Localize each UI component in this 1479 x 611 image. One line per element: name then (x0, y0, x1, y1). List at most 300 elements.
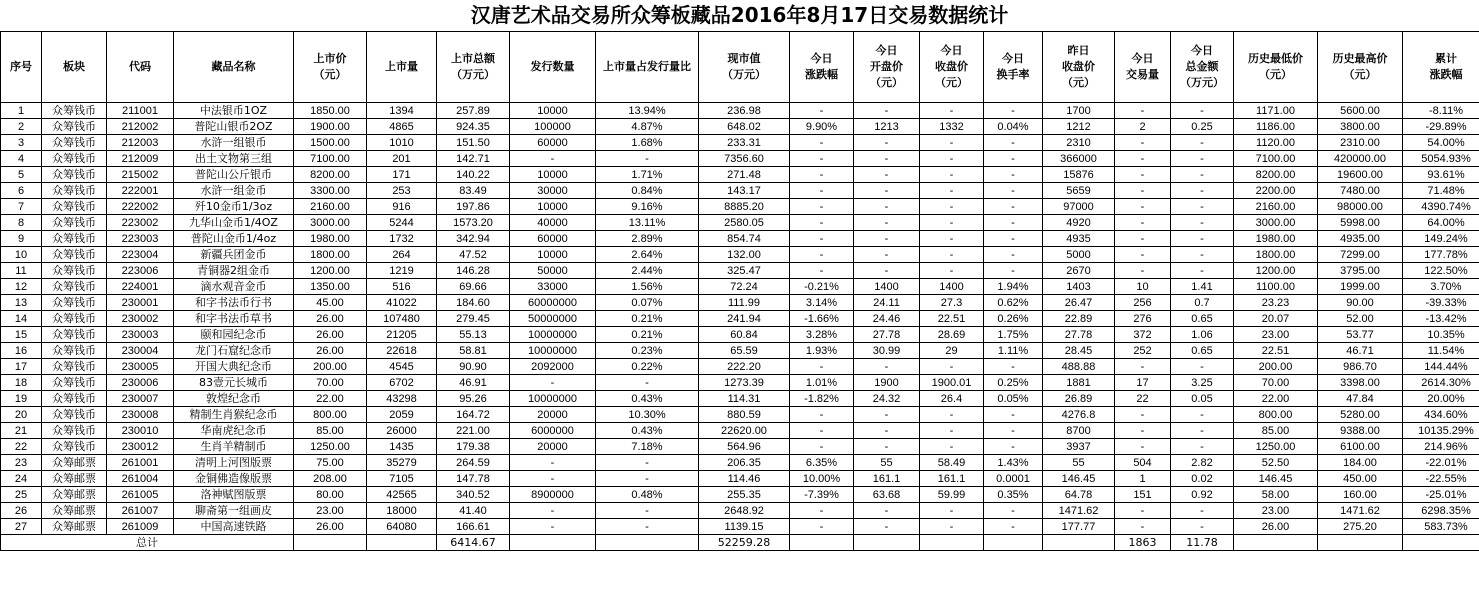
table-cell: 众筹钱币 (42, 295, 107, 311)
table-cell: 179.38 (437, 439, 510, 455)
table-cell: 50000 (510, 263, 596, 279)
table-cell: 140.22 (437, 167, 510, 183)
table-cell: 19 (1, 391, 42, 407)
table-cell: 27.78 (1043, 327, 1115, 343)
table-cell: - (984, 167, 1043, 183)
table-cell: 26 (1, 503, 42, 519)
table-cell: 4.87% (596, 119, 699, 135)
table-cell: - (1115, 423, 1171, 439)
table-cell: 众筹钱币 (42, 119, 107, 135)
table-cell: 1800.00 (1234, 247, 1318, 263)
table-cell: 5600.00 (1318, 103, 1403, 119)
table-cell: 147.78 (437, 471, 510, 487)
table-cell: 0.48% (596, 487, 699, 503)
table-cell: 28.69 (920, 327, 984, 343)
table-cell: 69.66 (437, 279, 510, 295)
table-cell: 60.84 (699, 327, 790, 343)
table-cell: 清明上河图版票 (174, 455, 294, 471)
table-cell: 177.77 (1043, 519, 1115, 535)
table-cell: 中法银币1OZ (174, 103, 294, 119)
table-cell: 1213 (854, 119, 920, 135)
table-cell: 261009 (107, 519, 174, 535)
table-cell: 1212 (1043, 119, 1115, 135)
table-cell: 24 (1, 471, 42, 487)
table-cell: 9 (1, 231, 42, 247)
table-cell: 20 (1, 407, 42, 423)
table-cell: 开国大典纪念币 (174, 359, 294, 375)
table-cell: 26000 (367, 423, 437, 439)
table-cell: 55 (854, 455, 920, 471)
table-cell: 2160.00 (1234, 199, 1318, 215)
table-cell: 众筹钱币 (42, 343, 107, 359)
table-cell: 12 (1, 279, 42, 295)
table-cell: 10.30% (596, 407, 699, 423)
table-cell: - (920, 439, 984, 455)
table-cell: 27.78 (854, 327, 920, 343)
table-cell: 184.00 (1318, 455, 1403, 471)
table-cell: - (790, 359, 854, 375)
table-cell: 9.16% (596, 199, 699, 215)
table-cell: 17 (1115, 375, 1171, 391)
column-header: 板块 (42, 32, 107, 103)
table-cell: - (854, 407, 920, 423)
table-cell: 58.49 (920, 455, 984, 471)
table-cell: 22618 (367, 343, 437, 359)
table-cell: 1.56% (596, 279, 699, 295)
table-cell: 九华山金币1/4OZ (174, 215, 294, 231)
table-cell: 233.31 (699, 135, 790, 151)
table-cell: - (920, 519, 984, 535)
table-cell: - (510, 503, 596, 519)
table-cell: 222002 (107, 199, 174, 215)
table-cell: 7.18% (596, 439, 699, 455)
table-cell: 水浒一组银币 (174, 135, 294, 151)
table-cell: 新疆兵团金币 (174, 247, 294, 263)
table-cell: - (1171, 439, 1234, 455)
table-cell: - (920, 183, 984, 199)
table-cell: 众筹钱币 (42, 135, 107, 151)
table-cell: - (984, 439, 1043, 455)
table-cell: 261005 (107, 487, 174, 503)
table-cell: 1010 (367, 135, 437, 151)
table-cell: - (920, 359, 984, 375)
trading-data-table (0, 31, 1479, 551)
table-cell: 0.25 (1171, 119, 1234, 135)
table-cell: 488.88 (1043, 359, 1115, 375)
table-row (1, 423, 1479, 439)
table-cell: 41022 (367, 295, 437, 311)
table-cell: 华南虎纪念币 (174, 423, 294, 439)
table-cell: 10000 (510, 199, 596, 215)
table-cell: 648.02 (699, 119, 790, 135)
table-cell: - (1115, 135, 1171, 151)
table-cell: 986.70 (1318, 359, 1403, 375)
table-cell: - (1115, 199, 1171, 215)
column-header: 今日 涨跌幅 (790, 32, 854, 103)
table-cell: 1.71% (596, 167, 699, 183)
table-cell: 60000 (510, 135, 596, 151)
table-cell: 青铜器2组金币 (174, 263, 294, 279)
table-cell: 26.89 (1043, 391, 1115, 407)
table-cell: 0.7 (1171, 295, 1234, 311)
table-cell: 0.43% (596, 391, 699, 407)
table-cell: 22.00 (1234, 391, 1318, 407)
table-cell: - (854, 151, 920, 167)
table-cell: 1120.00 (1234, 135, 1318, 151)
table-cell: 65.59 (699, 343, 790, 359)
table-cell: 100000 (510, 119, 596, 135)
table-cell: 7 (1, 199, 42, 215)
table-cell: 众筹钱币 (42, 151, 107, 167)
table-cell: 1900.00 (294, 119, 367, 135)
table-cell: 1435 (367, 439, 437, 455)
table-cell: 45.00 (294, 295, 367, 311)
table-cell: 85.00 (294, 423, 367, 439)
table-cell: -1.82% (790, 391, 854, 407)
table-cell: - (984, 519, 1043, 535)
table-row (1, 359, 1479, 375)
table-cell: 114.46 (699, 471, 790, 487)
table-cell: 54.00% (1403, 135, 1479, 151)
table-cell: 144.44% (1403, 359, 1479, 375)
table-cell: 13.11% (596, 215, 699, 231)
table-cell: 众筹钱币 (42, 391, 107, 407)
table-cell: 212003 (107, 135, 174, 151)
column-header: 发行数量 (510, 32, 596, 103)
table-cell: 80.00 (294, 487, 367, 503)
table-cell: 0.04% (984, 119, 1043, 135)
table-cell: 90.90 (437, 359, 510, 375)
table-cell: 230010 (107, 423, 174, 439)
table-cell: 0.23% (596, 343, 699, 359)
table-cell: 1700 (1043, 103, 1115, 119)
table-cell: - (1115, 439, 1171, 455)
table-cell: 0.65 (1171, 343, 1234, 359)
table-row (1, 487, 1479, 503)
table-cell: - (854, 439, 920, 455)
table-cell: 1332 (920, 119, 984, 135)
table-cell: 1171.00 (1234, 103, 1318, 119)
table-cell: 880.59 (699, 407, 790, 423)
table-cell: - (510, 455, 596, 471)
table-cell: 1273.39 (699, 375, 790, 391)
column-header: 昨日 收盘价 （元） (1043, 32, 1115, 103)
table-cell: 1 (1115, 471, 1171, 487)
table-cell: 11 (1, 263, 42, 279)
table-cell: -7.39% (790, 487, 854, 503)
total-row (1, 535, 1479, 551)
total-label: 总计 (1, 535, 294, 551)
table-cell: - (790, 151, 854, 167)
table-cell: 20.07 (1234, 311, 1318, 327)
table-cell: 111.99 (699, 295, 790, 311)
table-cell: 46.71 (1318, 343, 1403, 359)
table-cell: - (984, 503, 1043, 519)
table-cell: 201 (367, 151, 437, 167)
table-cell: 1.41 (1171, 279, 1234, 295)
table-cell: - (1171, 263, 1234, 279)
table-cell: 107480 (367, 311, 437, 327)
table-cell: 1.06 (1171, 327, 1234, 343)
table-cell: 47.84 (1318, 391, 1403, 407)
table-cell: - (596, 503, 699, 519)
table-cell: 70.00 (294, 375, 367, 391)
table-cell: - (984, 135, 1043, 151)
table-cell: -22.55% (1403, 471, 1479, 487)
table-cell: 264.59 (437, 455, 510, 471)
table-cell: 33000 (510, 279, 596, 295)
table-cell: 230006 (107, 375, 174, 391)
table-cell: 2670 (1043, 263, 1115, 279)
table-cell: 142.71 (437, 151, 510, 167)
table-cell: 60000 (510, 231, 596, 247)
table-cell: 0.25% (984, 375, 1043, 391)
table-cell: - (790, 519, 854, 535)
table-cell: 253 (367, 183, 437, 199)
table-cell: 47.52 (437, 247, 510, 263)
table-cell: 众筹钱币 (42, 183, 107, 199)
table-cell: 1403 (1043, 279, 1115, 295)
table-cell: - (1115, 103, 1171, 119)
table-cell: 0.21% (596, 311, 699, 327)
table-cell: 6000000 (510, 423, 596, 439)
table-cell: 434.60% (1403, 407, 1479, 423)
table-cell: 2200.00 (1234, 183, 1318, 199)
table-cell: 24.46 (854, 311, 920, 327)
table-row (1, 151, 1479, 167)
table-cell: 64.78 (1043, 487, 1115, 503)
table-cell: 众筹钱币 (42, 359, 107, 375)
table-cell: - (1115, 151, 1171, 167)
table-cell: 4920 (1043, 215, 1115, 231)
table-cell: - (984, 359, 1043, 375)
table-cell: 1200.00 (1234, 263, 1318, 279)
table-cell: 222.20 (699, 359, 790, 375)
table-cell: 46.91 (437, 375, 510, 391)
table-cell: 230005 (107, 359, 174, 375)
table-cell: 85.00 (1234, 423, 1318, 439)
table-cell: 9.90% (790, 119, 854, 135)
column-header: 今日 交易量 (1115, 32, 1171, 103)
table-cell: 230003 (107, 327, 174, 343)
table-cell: 1900.01 (920, 375, 984, 391)
table-cell: 800.00 (294, 407, 367, 423)
table-cell: 普陀山公斤银币 (174, 167, 294, 183)
table-cell: 0.0001 (984, 471, 1043, 487)
table-body (1, 103, 1479, 535)
table-cell: 3937 (1043, 439, 1115, 455)
table-row (1, 407, 1479, 423)
table-cell: 6298.35% (1403, 503, 1479, 519)
table-cell: 和字书法币行书 (174, 295, 294, 311)
table-cell: 4390.74% (1403, 199, 1479, 215)
table-cell: 10000 (510, 247, 596, 263)
table-cell: 26.00 (1234, 519, 1318, 535)
table-cell: 53.77 (1318, 327, 1403, 343)
table-cell: 水浒一组金币 (174, 183, 294, 199)
table-cell: -29.89% (1403, 119, 1479, 135)
table-cell: 10000 (510, 167, 596, 183)
table-cell: 70.00 (1234, 375, 1318, 391)
table-cell: 261004 (107, 471, 174, 487)
table-cell: - (854, 231, 920, 247)
table-cell: -22.01% (1403, 455, 1479, 471)
table-cell: 264 (367, 247, 437, 263)
table-cell: 2614.30% (1403, 375, 1479, 391)
table-cell: - (790, 439, 854, 455)
table-cell: 43298 (367, 391, 437, 407)
table-cell: 340.52 (437, 487, 510, 503)
table-cell: 19600.00 (1318, 167, 1403, 183)
table-cell: 50000000 (510, 311, 596, 327)
table-cell: 22.00 (294, 391, 367, 407)
table-cell: 1900 (854, 375, 920, 391)
table-cell: - (1171, 359, 1234, 375)
table-cell: - (854, 135, 920, 151)
column-header: 上市量占发行量比 (596, 32, 699, 103)
table-cell: - (984, 407, 1043, 423)
table-cell: - (920, 215, 984, 231)
table-cell: 1.94% (984, 279, 1043, 295)
table-cell: 221.00 (437, 423, 510, 439)
table-cell: 2.82 (1171, 455, 1234, 471)
table-row (1, 279, 1479, 295)
table-row (1, 135, 1479, 151)
table-cell: 64.00% (1403, 215, 1479, 231)
table-cell: 200.00 (1234, 359, 1318, 375)
table-cell: - (984, 263, 1043, 279)
table-cell: - (1115, 407, 1171, 423)
table-cell: - (984, 199, 1043, 215)
table-cell: 146.28 (437, 263, 510, 279)
table-cell: 64080 (367, 519, 437, 535)
table-cell: 5280.00 (1318, 407, 1403, 423)
table-cell: 1800.00 (294, 247, 367, 263)
table-cell: -0.21% (790, 279, 854, 295)
table-cell: 4545 (367, 359, 437, 375)
table-cell: - (1171, 423, 1234, 439)
table-cell: - (1171, 183, 1234, 199)
table-cell: 98000.00 (1318, 199, 1403, 215)
table-cell: - (790, 183, 854, 199)
table-row (1, 503, 1479, 519)
table-cell: 5244 (367, 215, 437, 231)
column-header: 上市总额 （万元） (437, 32, 510, 103)
table-cell: 5000 (1043, 247, 1115, 263)
table-cell: 2160.00 (294, 199, 367, 215)
table-cell: 洛神赋图版票 (174, 487, 294, 503)
table-cell: 8200.00 (294, 167, 367, 183)
table-cell: 26.00 (294, 327, 367, 343)
table-cell: - (920, 247, 984, 263)
table-cell: 161.1 (920, 471, 984, 487)
table-cell: 151 (1115, 487, 1171, 503)
column-header: 历史最低价 （元） (1234, 32, 1318, 103)
table-cell: 26.00 (294, 311, 367, 327)
table-cell: 和字书法币草书 (174, 311, 294, 327)
table-row (1, 231, 1479, 247)
table-cell: 23.00 (294, 503, 367, 519)
table-cell: 122.50% (1403, 263, 1479, 279)
table-cell: 114.31 (699, 391, 790, 407)
table-cell: 21205 (367, 327, 437, 343)
table-cell: 223002 (107, 215, 174, 231)
table-cell: - (1171, 519, 1234, 535)
table-cell: 184.60 (437, 295, 510, 311)
total-volume: 1863 (1115, 535, 1171, 551)
table-cell: 4 (1, 151, 42, 167)
table-cell: 众筹钱币 (42, 199, 107, 215)
table-cell: 5659 (1043, 183, 1115, 199)
table-cell: 2648.92 (699, 503, 790, 519)
table-cell: 10 (1, 247, 42, 263)
table-cell: 8200.00 (1234, 167, 1318, 183)
table-cell: 滴水观音金币 (174, 279, 294, 295)
table-cell: 10.35% (1403, 327, 1479, 343)
table-cell: 众筹钱币 (42, 375, 107, 391)
table-cell: 5054.93% (1403, 151, 1479, 167)
table-cell: - (790, 199, 854, 215)
table-cell: 4865 (367, 119, 437, 135)
table-cell: 众筹钱币 (42, 279, 107, 295)
table-cell: 2.89% (596, 231, 699, 247)
table-cell: 众筹邮票 (42, 519, 107, 535)
table-cell: 16 (1, 343, 42, 359)
table-cell: 916 (367, 199, 437, 215)
table-cell: - (920, 407, 984, 423)
table-cell: 1400 (920, 279, 984, 295)
table-cell: 3.14% (790, 295, 854, 311)
table-cell: 生肖羊精制币 (174, 439, 294, 455)
table-cell: 23.00 (1234, 503, 1318, 519)
table-cell: 20.00% (1403, 391, 1479, 407)
table-cell: 97000 (1043, 199, 1115, 215)
table-cell: 1.01% (790, 375, 854, 391)
table-cell: 366000 (1043, 151, 1115, 167)
table-cell: 75.00 (294, 455, 367, 471)
table-cell: 90.00 (1318, 295, 1403, 311)
table-cell: 2.44% (596, 263, 699, 279)
table-cell: 7105 (367, 471, 437, 487)
table-cell: 6 (1, 183, 42, 199)
table-cell: 800.00 (1234, 407, 1318, 423)
table-row (1, 343, 1479, 359)
table-cell: - (790, 247, 854, 263)
table-cell: 15876 (1043, 167, 1115, 183)
table-cell: 504 (1115, 455, 1171, 471)
table-cell: - (1171, 407, 1234, 423)
table-cell: - (920, 103, 984, 119)
table-cell: 0.22% (596, 359, 699, 375)
table-cell: - (790, 407, 854, 423)
table-cell: 1573.20 (437, 215, 510, 231)
table-cell: 564.96 (699, 439, 790, 455)
table-row (1, 519, 1479, 535)
table-cell: - (596, 519, 699, 535)
table-cell: 3398.00 (1318, 375, 1403, 391)
table-cell: 197.86 (437, 199, 510, 215)
table-cell: 0.02 (1171, 471, 1234, 487)
table-cell: - (984, 215, 1043, 231)
table-cell: 166.61 (437, 519, 510, 535)
table-cell: 0.05% (984, 391, 1043, 407)
table-cell: 30000 (510, 183, 596, 199)
table-cell: 4276.8 (1043, 407, 1115, 423)
table-cell: 24.32 (854, 391, 920, 407)
table-cell: 146.45 (1234, 471, 1318, 487)
table-cell: 0.43% (596, 423, 699, 439)
table-cell: 222001 (107, 183, 174, 199)
